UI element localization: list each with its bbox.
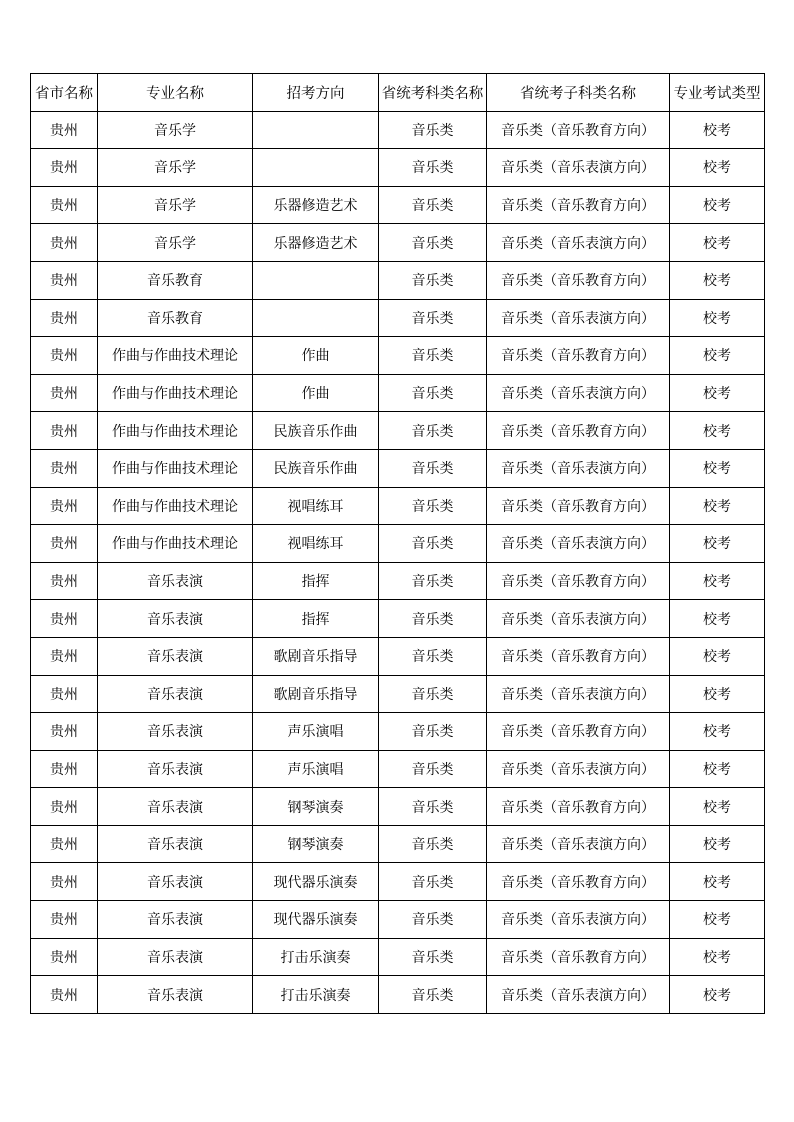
table-row — [31, 525, 765, 563]
cell-exam-category: 音乐类 — [379, 938, 487, 976]
cell-major: 音乐表演 — [98, 938, 253, 976]
cell-exam-subcategory: 音乐类（音乐表演方向） — [487, 901, 670, 939]
cell-province: 贵州 — [31, 863, 98, 901]
cell-exam-category: 音乐类 — [379, 562, 487, 600]
cell-exam-type: 校考 — [670, 186, 765, 224]
cell-exam-type: 校考 — [670, 412, 765, 450]
cell-exam-subcategory: 音乐类（音乐教育方向） — [487, 261, 670, 299]
cell-exam-category: 音乐类 — [379, 600, 487, 638]
cell-exam-subcategory: 音乐类（音乐表演方向） — [487, 600, 670, 638]
cell-province: 贵州 — [31, 788, 98, 826]
cell-province: 贵州 — [31, 637, 98, 675]
cell-exam-subcategory: 音乐类（音乐教育方向） — [487, 186, 670, 224]
cell-exam-type: 校考 — [670, 487, 765, 525]
cell-exam-type: 校考 — [670, 675, 765, 713]
cell-exam-category: 音乐类 — [379, 487, 487, 525]
cell-exam-category: 音乐类 — [379, 374, 487, 412]
cell-direction — [253, 299, 379, 337]
cell-exam-type: 校考 — [670, 149, 765, 187]
cell-exam-subcategory: 音乐类（音乐表演方向） — [487, 675, 670, 713]
cell-major: 音乐学 — [98, 186, 253, 224]
cell-exam-type: 校考 — [670, 562, 765, 600]
cell-exam-category: 音乐类 — [379, 449, 487, 487]
table-row — [31, 788, 765, 826]
cell-exam-category: 音乐类 — [379, 863, 487, 901]
cell-exam-category: 音乐类 — [379, 713, 487, 751]
cell-major: 音乐表演 — [98, 976, 253, 1014]
cell-exam-category: 音乐类 — [379, 901, 487, 939]
cell-exam-type: 校考 — [670, 976, 765, 1014]
cell-direction: 乐器修造艺术 — [253, 186, 379, 224]
cell-direction: 民族音乐作曲 — [253, 412, 379, 450]
cell-exam-category: 音乐类 — [379, 186, 487, 224]
header-direction: 招考方向 — [253, 74, 379, 112]
cell-province: 贵州 — [31, 825, 98, 863]
table-row — [31, 825, 765, 863]
cell-major: 作曲与作曲技术理论 — [98, 525, 253, 563]
table-row — [31, 111, 765, 149]
cell-direction: 歌剧音乐指导 — [253, 675, 379, 713]
table-row — [31, 449, 765, 487]
header-exam-category: 省统考科类名称 — [379, 74, 487, 112]
cell-major: 音乐表演 — [98, 825, 253, 863]
cell-major: 音乐学 — [98, 111, 253, 149]
cell-direction: 钢琴演奏 — [253, 788, 379, 826]
cell-province: 贵州 — [31, 374, 98, 412]
cell-major: 作曲与作曲技术理论 — [98, 449, 253, 487]
cell-direction: 声乐演唱 — [253, 713, 379, 751]
cell-direction: 钢琴演奏 — [253, 825, 379, 863]
cell-exam-subcategory: 音乐类（音乐表演方向） — [487, 374, 670, 412]
cell-exam-type: 校考 — [670, 901, 765, 939]
cell-province: 贵州 — [31, 525, 98, 563]
cell-exam-subcategory: 音乐类（音乐表演方向） — [487, 976, 670, 1014]
table-header — [31, 74, 765, 112]
cell-exam-subcategory: 音乐类（音乐表演方向） — [487, 224, 670, 262]
admission-table-page — [30, 73, 765, 1014]
cell-province: 贵州 — [31, 186, 98, 224]
cell-exam-type: 校考 — [670, 525, 765, 563]
cell-province: 贵州 — [31, 901, 98, 939]
cell-major: 音乐表演 — [98, 675, 253, 713]
cell-province: 贵州 — [31, 299, 98, 337]
cell-exam-category: 音乐类 — [379, 525, 487, 563]
cell-province: 贵州 — [31, 938, 98, 976]
cell-major: 音乐表演 — [98, 713, 253, 751]
table-row — [31, 901, 765, 939]
cell-exam-subcategory: 音乐类（音乐表演方向） — [487, 449, 670, 487]
table-row — [31, 675, 765, 713]
cell-province: 贵州 — [31, 149, 98, 187]
cell-direction — [253, 149, 379, 187]
cell-major: 作曲与作曲技术理论 — [98, 337, 253, 375]
cell-direction: 现代器乐演奏 — [253, 863, 379, 901]
cell-major: 音乐表演 — [98, 562, 253, 600]
cell-exam-category: 音乐类 — [379, 976, 487, 1014]
cell-exam-category: 音乐类 — [379, 149, 487, 187]
cell-exam-category: 音乐类 — [379, 224, 487, 262]
cell-direction: 声乐演唱 — [253, 750, 379, 788]
cell-exam-subcategory: 音乐类（音乐表演方向） — [487, 750, 670, 788]
cell-major: 音乐教育 — [98, 261, 253, 299]
admission-table — [30, 73, 765, 1014]
table-row — [31, 750, 765, 788]
cell-exam-type: 校考 — [670, 863, 765, 901]
cell-major: 作曲与作曲技术理论 — [98, 487, 253, 525]
cell-exam-type: 校考 — [670, 111, 765, 149]
cell-exam-subcategory: 音乐类（音乐教育方向） — [487, 788, 670, 826]
cell-exam-subcategory: 音乐类（音乐教育方向） — [487, 562, 670, 600]
cell-direction: 指挥 — [253, 600, 379, 638]
cell-major: 作曲与作曲技术理论 — [98, 412, 253, 450]
cell-direction: 作曲 — [253, 337, 379, 375]
cell-direction — [253, 261, 379, 299]
cell-exam-type: 校考 — [670, 374, 765, 412]
cell-direction — [253, 111, 379, 149]
cell-exam-type: 校考 — [670, 713, 765, 751]
cell-exam-category: 音乐类 — [379, 825, 487, 863]
cell-province: 贵州 — [31, 976, 98, 1014]
cell-exam-category: 音乐类 — [379, 261, 487, 299]
table-row — [31, 337, 765, 375]
header-province: 省市名称 — [31, 74, 98, 112]
cell-major: 音乐学 — [98, 224, 253, 262]
table-row — [31, 938, 765, 976]
cell-exam-type: 校考 — [670, 449, 765, 487]
header-row — [31, 74, 765, 112]
cell-exam-type: 校考 — [670, 788, 765, 826]
cell-exam-subcategory: 音乐类（音乐教育方向） — [487, 863, 670, 901]
table-row — [31, 976, 765, 1014]
table-body — [31, 111, 765, 1013]
cell-exam-subcategory: 音乐类（音乐教育方向） — [487, 938, 670, 976]
cell-direction: 视唱练耳 — [253, 525, 379, 563]
cell-province: 贵州 — [31, 449, 98, 487]
cell-exam-subcategory: 音乐类（音乐教育方向） — [487, 412, 670, 450]
cell-province: 贵州 — [31, 675, 98, 713]
cell-direction: 现代器乐演奏 — [253, 901, 379, 939]
cell-province: 贵州 — [31, 562, 98, 600]
table-row — [31, 487, 765, 525]
cell-exam-category: 音乐类 — [379, 299, 487, 337]
cell-direction: 歌剧音乐指导 — [253, 637, 379, 675]
table-row — [31, 299, 765, 337]
cell-province: 贵州 — [31, 261, 98, 299]
table-row — [31, 374, 765, 412]
cell-major: 音乐教育 — [98, 299, 253, 337]
cell-exam-category: 音乐类 — [379, 412, 487, 450]
cell-province: 贵州 — [31, 600, 98, 638]
cell-major: 音乐表演 — [98, 788, 253, 826]
cell-exam-subcategory: 音乐类（音乐表演方向） — [487, 299, 670, 337]
cell-exam-subcategory: 音乐类（音乐教育方向） — [487, 487, 670, 525]
cell-exam-category: 音乐类 — [379, 750, 487, 788]
cell-major: 音乐表演 — [98, 750, 253, 788]
header-exam-type: 专业考试类型 — [670, 74, 765, 112]
header-exam-subcategory: 省统考子科类名称 — [487, 74, 670, 112]
table-row — [31, 261, 765, 299]
cell-direction: 指挥 — [253, 562, 379, 600]
cell-province: 贵州 — [31, 224, 98, 262]
cell-exam-type: 校考 — [670, 224, 765, 262]
cell-direction: 乐器修造艺术 — [253, 224, 379, 262]
cell-province: 贵州 — [31, 750, 98, 788]
cell-major: 作曲与作曲技术理论 — [98, 374, 253, 412]
table-row — [31, 562, 765, 600]
cell-exam-category: 音乐类 — [379, 111, 487, 149]
cell-direction: 作曲 — [253, 374, 379, 412]
cell-exam-subcategory: 音乐类（音乐表演方向） — [487, 525, 670, 563]
cell-exam-subcategory: 音乐类（音乐表演方向） — [487, 825, 670, 863]
cell-exam-category: 音乐类 — [379, 637, 487, 675]
table-row — [31, 186, 765, 224]
cell-exam-subcategory: 音乐类（音乐教育方向） — [487, 713, 670, 751]
cell-major: 音乐表演 — [98, 901, 253, 939]
cell-major: 音乐学 — [98, 149, 253, 187]
cell-exam-subcategory: 音乐类（音乐教育方向） — [487, 111, 670, 149]
cell-exam-category: 音乐类 — [379, 675, 487, 713]
cell-exam-subcategory: 音乐类（音乐表演方向） — [487, 149, 670, 187]
cell-province: 贵州 — [31, 337, 98, 375]
cell-major: 音乐表演 — [98, 600, 253, 638]
table-row — [31, 149, 765, 187]
cell-direction: 打击乐演奏 — [253, 938, 379, 976]
table-row — [31, 412, 765, 450]
cell-exam-type: 校考 — [670, 637, 765, 675]
cell-major: 音乐表演 — [98, 637, 253, 675]
cell-province: 贵州 — [31, 713, 98, 751]
cell-exam-category: 音乐类 — [379, 337, 487, 375]
cell-direction: 打击乐演奏 — [253, 976, 379, 1014]
cell-exam-type: 校考 — [670, 825, 765, 863]
table-row — [31, 224, 765, 262]
cell-exam-type: 校考 — [670, 750, 765, 788]
cell-exam-type: 校考 — [670, 938, 765, 976]
cell-exam-type: 校考 — [670, 299, 765, 337]
cell-direction: 视唱练耳 — [253, 487, 379, 525]
cell-province: 贵州 — [31, 111, 98, 149]
cell-exam-type: 校考 — [670, 600, 765, 638]
cell-exam-subcategory: 音乐类（音乐教育方向） — [487, 637, 670, 675]
cell-province: 贵州 — [31, 487, 98, 525]
table-row — [31, 863, 765, 901]
cell-direction: 民族音乐作曲 — [253, 449, 379, 487]
cell-exam-subcategory: 音乐类（音乐教育方向） — [487, 337, 670, 375]
cell-province: 贵州 — [31, 412, 98, 450]
table-row — [31, 600, 765, 638]
cell-exam-type: 校考 — [670, 337, 765, 375]
cell-exam-category: 音乐类 — [379, 788, 487, 826]
header-major: 专业名称 — [98, 74, 253, 112]
cell-major: 音乐表演 — [98, 863, 253, 901]
cell-exam-type: 校考 — [670, 261, 765, 299]
table-row — [31, 713, 765, 751]
table-row — [31, 637, 765, 675]
